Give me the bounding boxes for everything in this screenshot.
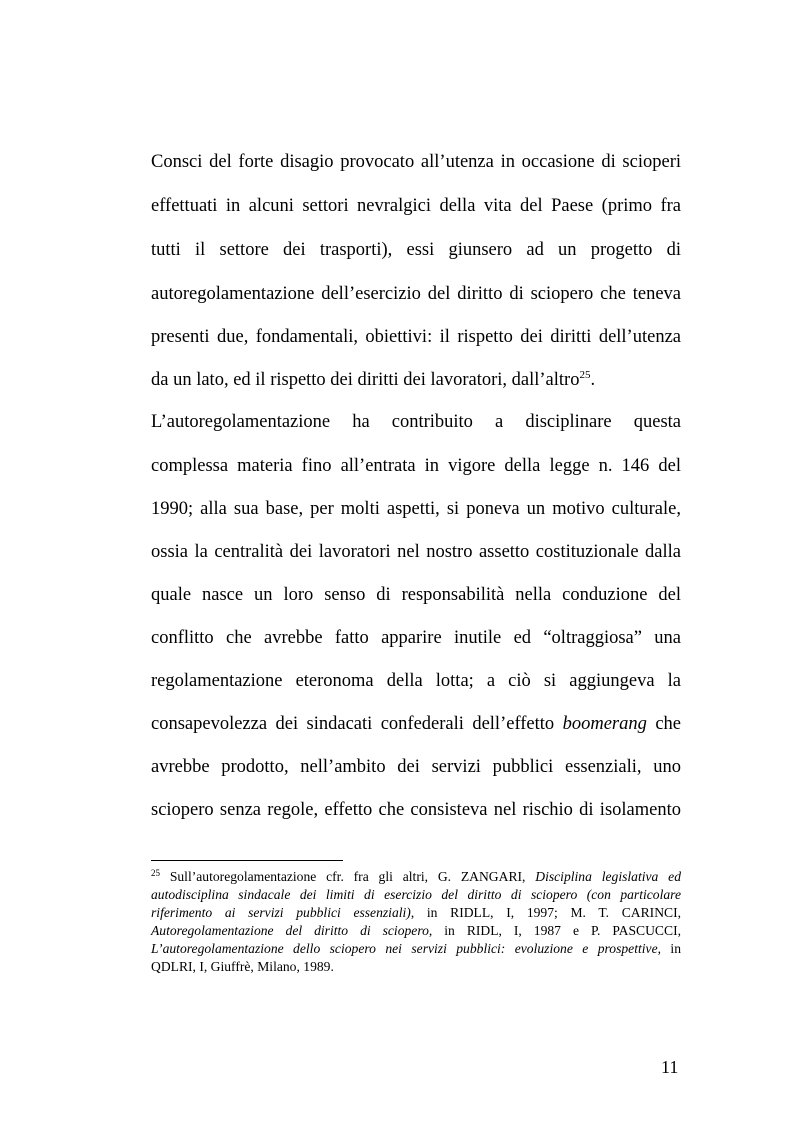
footnote-separator [151,860,343,861]
body-line: complessa materia fino all’entrata in vigore della legge n. 146 del [151,456,681,476]
footnote-italic: autodisciplina sindacale dei limiti di esercizio del diritto di sciopero (con particolare [151,887,681,902]
body-line: tutti il settore dei trasporti), essi giunsero ad un progetto di [151,240,681,260]
footnote-line [151,868,681,887]
footnote-italic: L’autoregolamentazione dello sciopero nei servizi pubblici: evoluzione e prospettive [151,941,658,956]
body-line: Consci del forte disagio provocato all’utenza in occasione di scioperi [151,152,681,172]
body-line: presenti due, fondamentali, obiettivi: il rispetto dei diritti dell’utenza [151,327,681,347]
body-line: 1990; alla sua base, per molti aspetti, si poneva un motivo culturale, [151,499,681,519]
body-line: quale nasce un loro senso di responsabilità nella conduzione del [151,585,681,605]
footnote-line [151,922,681,941]
footnote-text: , in RIDL, I, 1987 e P. PASCUCCI, [428,923,681,938]
body-line: regolamentazione eteronoma della lotta; a ciò si aggiungeva la [151,671,681,691]
page-number: 11 [661,1057,679,1077]
body-line [151,712,681,736]
body-line: conflitto che avrebbe fatto apparire inutile ed “oltraggiosa” una [151,628,681,648]
footnote-number: 25 [151,868,160,878]
body-line: effettuati in alcuni settori nevralgici della vita del Paese (primo fra [151,196,681,216]
body-line-text: che [655,714,682,734]
italic-term: boomerang [562,714,647,734]
body-line [151,368,681,392]
body-line: ossia la centralità dei lavoratori nel nostro assetto costituzionale dalla [151,542,681,562]
footnote-text: , in [657,941,682,956]
footnote-italic: Autoregolamentazione del diritto di sciopero [151,923,429,938]
body-line: avrebbe prodotto, nell’ambito dei servizi pubblici essenziali, uno [151,757,681,777]
footnote-reference[interactable]: 25 [579,369,591,381]
footnote-line [151,886,681,905]
footnote-line [151,904,681,923]
body-line: autoregolamentazione dell’esercizio del diritto di sciopero che teneva [151,284,681,304]
footnote-line [151,940,681,959]
footnote-text: , in RIDLL, I, 1997; M. T. CARINCI, [410,905,681,920]
footnote-text: Sull’autoregolamentazione cfr. fra gli altri, G. ZANGARI, [169,869,526,884]
body-line: L’autoregolamentazione ha contribuito a disciplinare questa [151,412,681,432]
footnote-line: QDLRI, I, Giuffrè, Milano, 1989. [151,959,334,974]
body-line-text: da un lato, ed il rispetto dei diritti dei lavoratori, dall’altro [151,370,580,390]
body-line: sciopero senza regole, effetto che consisteva nel rischio di isolamento [151,800,681,820]
footnote-italic: riferimento ai servizi pubblici essenziali) [151,905,411,920]
footnote-italic: Disciplina legislativa ed [535,869,682,884]
sentence-end: . [590,370,596,390]
body-line-text: consapevolezza dei sindacati confederali dell’effetto [151,714,555,734]
